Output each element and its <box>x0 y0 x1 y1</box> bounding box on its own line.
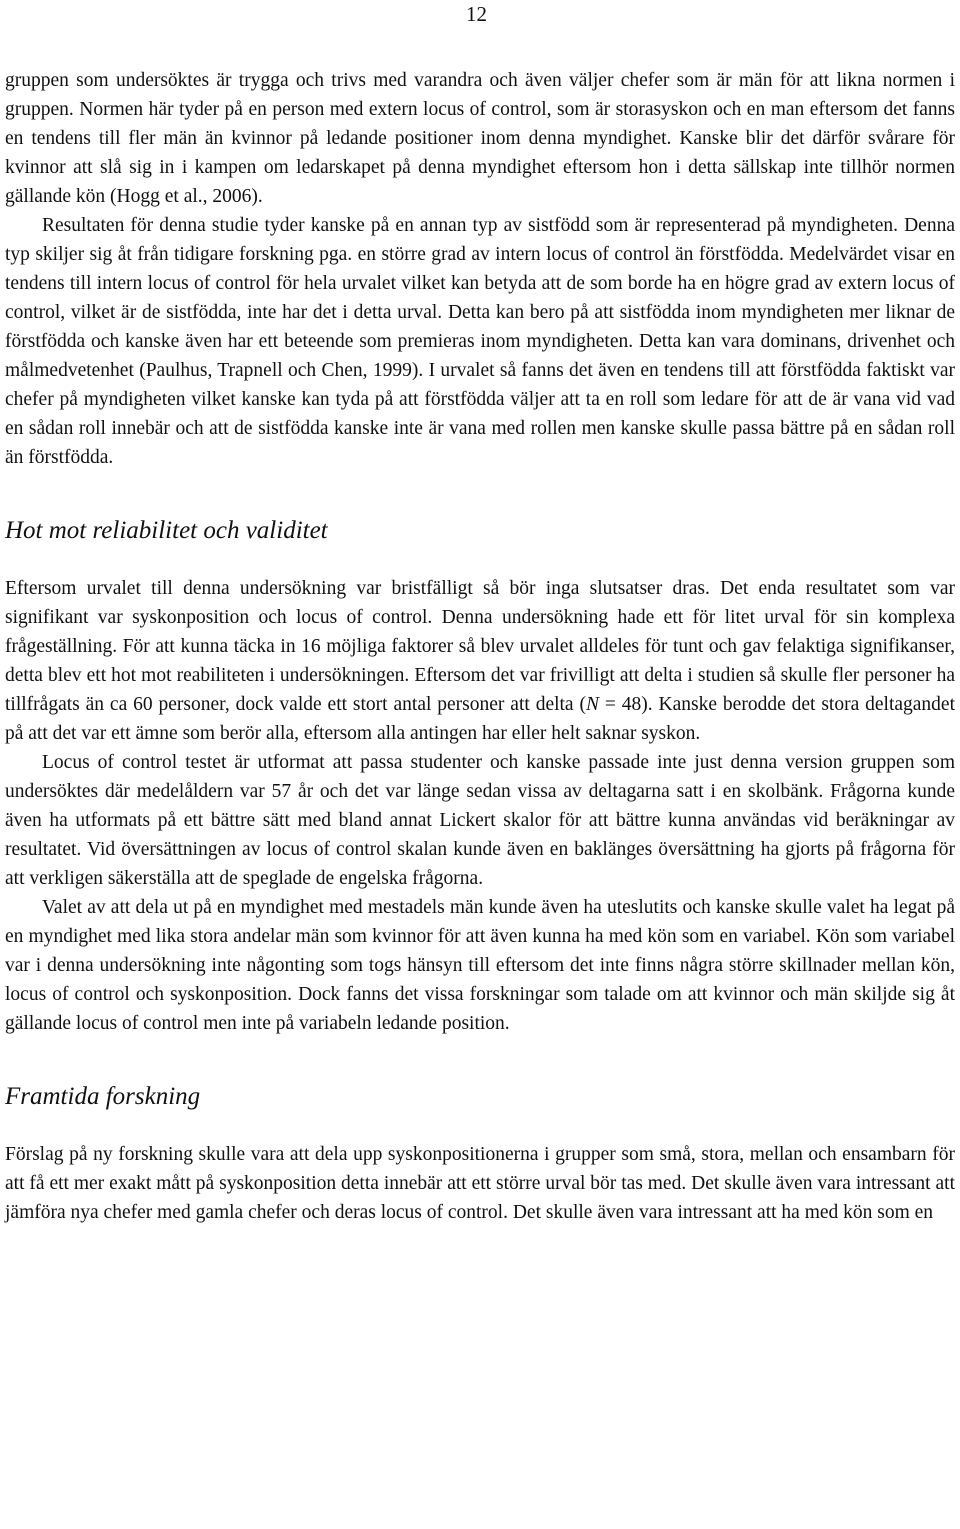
page-number: 12 <box>466 2 487 26</box>
paragraph-future-research: Förslag på ny forskning skulle vara att dela upp syskonpositionerna i grupper som små, stora, mellan och ensambarn för att få ett mer exakt mått på syskonposition detta innebär att ett större urval bör tas med. Det skulle även vara intressant att jämföra nya chefer med gamla chefer och deras locus of control. Det skulle även vara intressant att ha med kön som en <box>5 1144 955 1223</box>
document-body <box>5 66 955 1227</box>
heading-future-research: Framtida forskning <box>5 1083 201 1110</box>
paragraph-continued: gruppen som undersöktes är trygga och trivs med varandra och även väljer chefer som är män för att likna normen i gruppen. Normen här tyder på en person med extern locus of control, som är storasyskon och en man eftersom det fanns en tendens till fler män än kvinnor på ledande positioner inom denna myndighet. Kanske blir det därför svårare för kvinnor att slå sig in i kampen om ledarskapet på denna myndighet eftersom hon i detta sällskap inte tillhör normen gällande kön (Hogg et al., 2006). <box>5 70 955 207</box>
sample-size-symbol: N <box>585 694 599 715</box>
heading-reliability: Hot mot reliabilitet och validitet <box>5 517 328 544</box>
paragraph-text-before-n: Eftersom urvalet till denna undersökning var bristfälligt så bör inga slutsatser dras. Det enda resultatet som var signifikant var syskonposition och locus of control. Denna undersökning hade ett för litet urval för sin komplexa frågeställning. För att kunna täcka in 16 möjliga faktorer så blev urvalet alldeles för tunt och gav felaktiga signifikanser, detta blev ett hot mot reabiliteten i undersökningen. Eftersom det var frivilligt att delta i studien så skulle fler personer ha tillfrågats än ca 60 personer, dock valde ett stort antal personer att delta ( <box>5 578 955 715</box>
paragraph-gender-choice: Valet av att dela ut på en myndighet med mestadels män kunde även ha uteslutits och kanske skulle valet ha legat på en myndighet med lika stora andelar män som kvinnor för att även kunna ha med kön som en variabel. Kön som variabel var i denna undersökning inte någonting som togs hänsyn till eftersom det inte finns några större skillnader mellan kön, locus of control och syskonposition. Dock fanns det vissa forskningar som talade om att kvinnor och män skiljde sig åt gällande locus of control men inte på variabeln ledande position. <box>5 897 955 1034</box>
paragraph-sample-threats <box>5 574 955 748</box>
paragraph-locus-test: Locus of control testet är utformat att passa studenter och kanske passade inte just denna version gruppen som undersöktes där medelåldern var 57 år och det var länge sedan vissa av deltagarna satt i en skolbänk. Frågorna kunde även ha utformats på ett bättre sätt med bland annat Lickert skalor för att bättre kunna användas vid beräkningar av resultatet. Vid översättningen av locus of control skalan kunde även en baklänges översättning ha gjorts på frågorna för att verkligen säkerställa att de speglade de engelska frågorna. <box>5 752 955 889</box>
paragraph-text-after-n: = 48). Kanske berodde det stora deltagandet på att det var ett ämne som berör alla, eftersom alla antingen har eller helt saknar syskon. <box>5 694 955 744</box>
paragraph-results: Resultaten för denna studie tyder kanske på en annan typ av sistfödd som är representerad på myndigheten. Denna typ skiljer sig åt från tidigare forskning pga. en större grad av intern locus of control än förstfödda. Medelvärdet visar en tendens till intern locus of control för hela urvalet vilket kan betyda att de som borde ha en högre grad av extern locus of control, vilket är de sistfödda, inte har det i detta urval. Detta kan bero på att sistfödda inom myndigheten mer liknar de förstfödda och kanske även har ett beteende som premieras inom myndigheten. Detta kan vara dominans, drivenhet och målmedvetenhet (Paulhus, Trapnell och Chen, 1999). I urvalet så fanns det även en tendens till att förstfödda faktiskt var chefer på myndigheten vilket kanske kan tyda på att förstfödda väljer att ta en roll som ledare för att de är vana vid vad en sådan roll innebär och att de sistfödda kanske inte är vana med rollen men kanske skulle passa bättre på en sådan roll än förstfödda. <box>5 215 955 468</box>
